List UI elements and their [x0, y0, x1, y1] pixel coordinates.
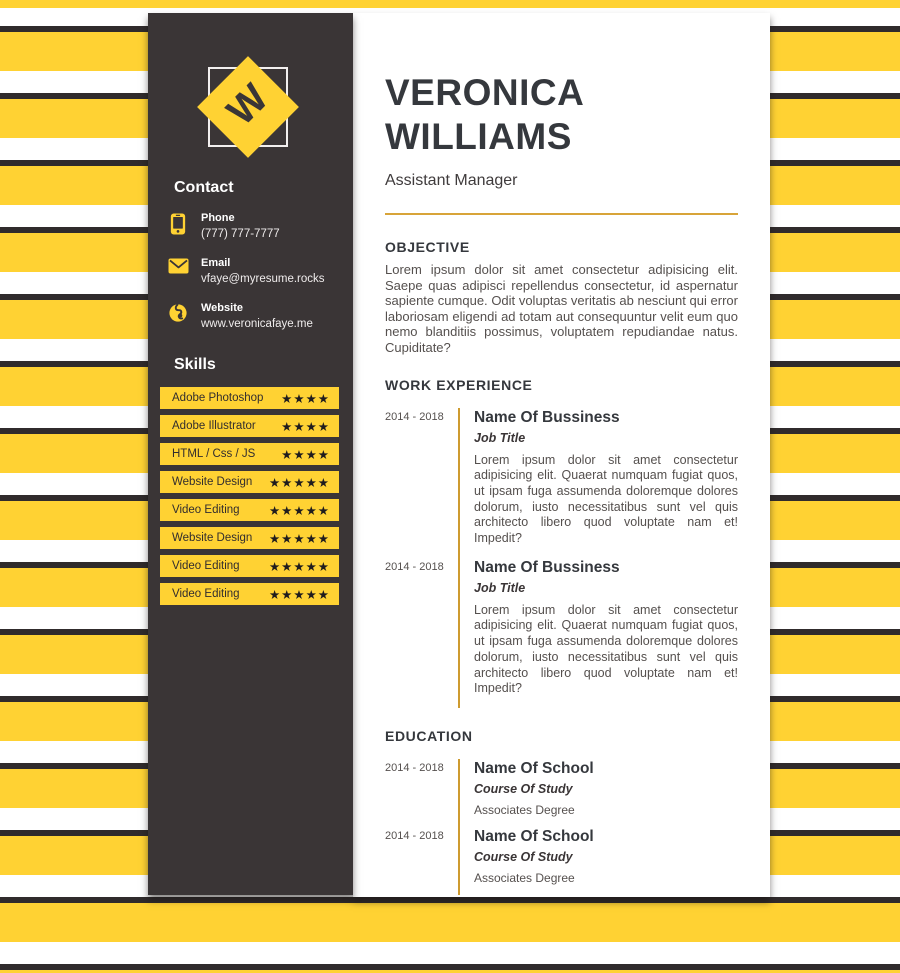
company-name: Name Of Bussiness	[474, 558, 620, 576]
skill-rating-stars: ★★★★★	[268, 531, 330, 546]
contact-value: (777) 777-7777	[201, 228, 280, 240]
skill-bar	[160, 499, 339, 521]
education-list	[385, 759, 738, 895]
last-name: WILLIAMS	[385, 116, 572, 157]
resume-page	[353, 13, 770, 897]
contact-label: Email	[201, 257, 231, 269]
contact-heading: Contact	[174, 179, 234, 196]
skill-rating-stars: ★★★★★	[268, 559, 330, 574]
skill-name: Adobe Illustrator	[172, 420, 256, 432]
entry-period: 2014 - 2018	[385, 560, 444, 573]
skill-rating-stars: ★★★★	[281, 419, 330, 434]
entry-description: Lorem ipsum dolor sit amet consectetur adipisicing elit. Quaerat numquam fugiat quos, ut ipsam fuga assumenda doloremque dolores dolorum, iusto necessitatibus sunt vel quis architecto libero quod voluptate nam et! Impedit?	[474, 452, 738, 546]
skill-name: Website Design	[172, 476, 253, 488]
skill-name: Video Editing	[172, 588, 240, 600]
entry-job-title: Job Title	[474, 580, 526, 595]
skill-name: Adobe Photoshop	[172, 392, 264, 404]
job-title: Assistant Manager	[385, 172, 518, 189]
phone-icon	[168, 212, 190, 240]
education-heading: EDUCATION	[385, 728, 473, 744]
contact-list	[168, 212, 338, 347]
monogram: W	[218, 75, 277, 134]
person-name	[385, 71, 738, 159]
skill-name: Video Editing	[172, 504, 240, 516]
skill-rating-stars: ★★★★	[281, 447, 330, 462]
skill-name: Website Design	[172, 532, 253, 544]
entry-period: 2014 - 2018	[385, 410, 444, 423]
top-yellow-bar	[0, 0, 900, 8]
company-name: Name Of Bussiness	[474, 408, 620, 426]
course-of-study: Course Of Study	[474, 850, 573, 864]
contact-item	[168, 257, 338, 286]
skill-bar	[160, 415, 339, 437]
education-entry	[385, 759, 738, 827]
header-divider	[385, 213, 738, 215]
skill-bar	[160, 583, 339, 605]
objective-heading: OBJECTIVE	[385, 239, 470, 255]
contact-label: Phone	[201, 212, 235, 224]
skill-bar	[160, 471, 339, 493]
first-name: VERONICA	[385, 72, 585, 113]
skill-bar	[160, 443, 339, 465]
school-name: Name Of School	[474, 828, 594, 845]
contact-value: vfaye@myresume.rocks	[201, 273, 325, 285]
work-experience-heading: WORK EXPERIENCE	[385, 376, 533, 393]
skills-list	[160, 387, 339, 611]
contact-item	[168, 302, 338, 331]
degree: Associates Degree	[474, 871, 575, 885]
contact-value: www.veronicafaye.me	[201, 318, 313, 330]
work-entry	[385, 408, 738, 558]
course-of-study: Course Of Study	[474, 782, 573, 796]
skill-bar	[160, 555, 339, 577]
globe-icon	[168, 302, 190, 328]
skill-name: HTML / Css / JS	[172, 448, 256, 460]
entry-period: 2014 - 2018	[385, 830, 444, 842]
skills-heading: Skills	[174, 356, 216, 373]
skill-rating-stars: ★★★★★	[268, 503, 330, 518]
email-icon	[168, 257, 190, 279]
contact-item	[168, 212, 338, 241]
contact-label: Website	[201, 302, 243, 314]
skill-rating-stars: ★★★★★	[268, 587, 330, 602]
skill-bar	[160, 527, 339, 549]
education-entry	[385, 827, 738, 895]
skill-bar	[160, 387, 339, 409]
avatar	[208, 67, 288, 147]
work-entry	[385, 558, 738, 708]
degree: Associates Degree	[474, 803, 575, 817]
work-experience-list	[385, 408, 738, 708]
skill-name: Video Editing	[172, 560, 240, 572]
school-name: Name Of School	[474, 760, 594, 777]
entry-description: Lorem ipsum dolor sit amet consectetur adipisicing elit. Quaerat numquam fugiat quos, ut ipsam fuga assumenda doloremque dolores dolorum, iusto necessitatibus sunt vel quis architecto libero quod voluptate nam et! Impedit?	[474, 602, 738, 696]
objective-text: Lorem ipsum dolor sit amet consectetur adipisicing elit. Saepe quas adipisci repellendus consectetur, id aspernatur sapiente cumque. Odit voluptas veritatis ab nesciunt qui error laboriosam eligendi ad totam aut consequuntur velit eum quo nemo blanditiis possimus, voluptatem repudiandae natus. Cupiditate?	[385, 262, 738, 355]
entry-job-title: Job Title	[474, 430, 526, 445]
sidebar	[148, 13, 353, 895]
skill-rating-stars: ★★★★★	[268, 475, 330, 490]
entry-period: 2014 - 2018	[385, 762, 444, 774]
skill-rating-stars: ★★★★	[281, 391, 330, 406]
